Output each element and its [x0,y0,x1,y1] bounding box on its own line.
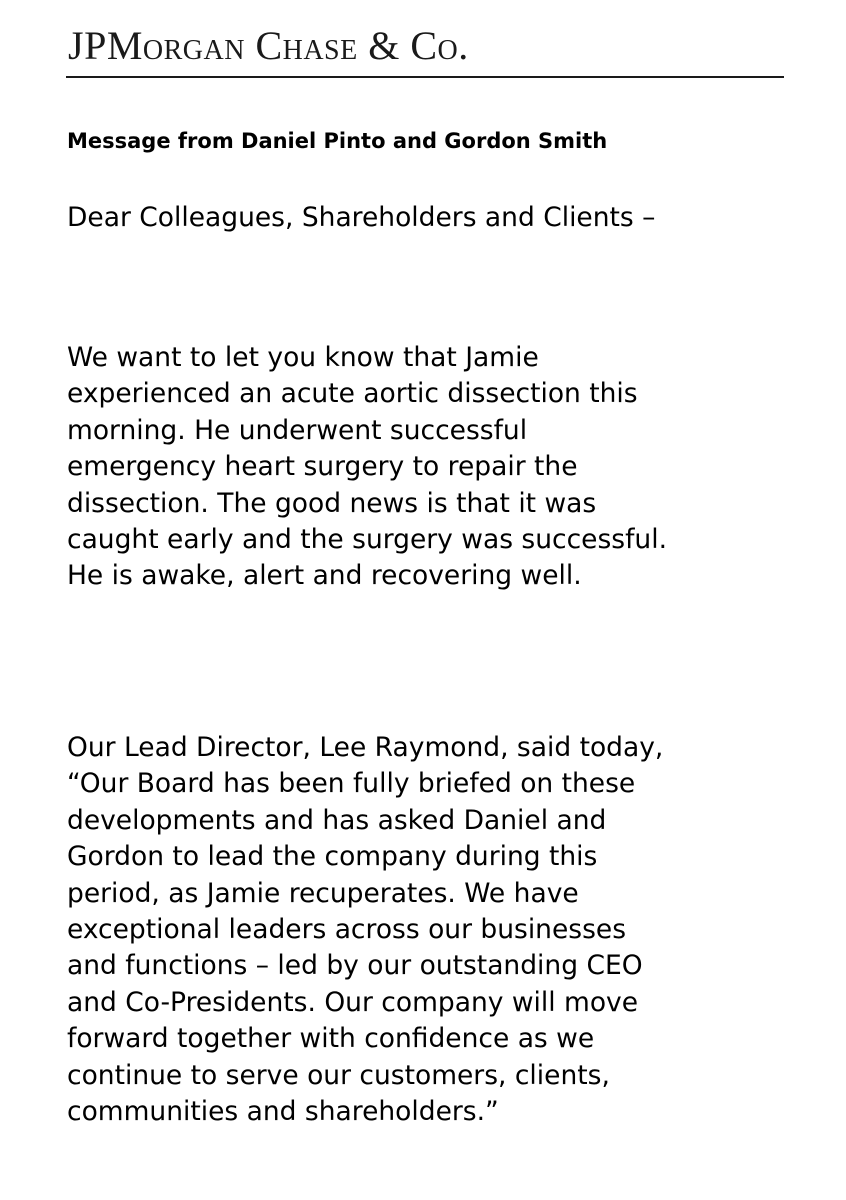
paragraph-line: He is awake, alert and recovering well. [67,560,582,592]
header-divider [66,76,784,78]
paragraph-line: morning. He underwent successful [67,414,528,446]
paragraph-line: dissection. The good news is that it was [67,487,597,519]
paragraph-line: experienced an acute aortic dissection this [67,378,638,410]
message-heading: Message from Daniel Pinto and Gordon Smith [67,129,608,153]
salutation: Dear Colleagues, Shareholders and Clients – [67,202,656,233]
paragraph-line: “Our Board has been fully briefed on these [67,768,636,800]
paragraph-board-statement [67,730,807,1130]
paragraph-line: communities and shareholders.” [67,1096,499,1128]
paragraph-health-update [67,340,807,595]
paragraph-line: Our Lead Director, Lee Raymond, said today, [67,732,664,763]
paragraph-line: caught early and the surgery was successful. [67,524,668,556]
paragraph-line: emergency heart surgery to repair the [67,451,578,483]
paragraph-line: and functions – led by our outstanding CEO [67,950,643,982]
paragraph-line: continue to serve our customers, clients, [67,1059,610,1091]
paragraph-line: forward together with confidence as we [67,1023,595,1055]
paragraph-line: We want to let you know that Jamie [67,342,539,373]
company-logo: JPMorgan Chase & Co. [68,23,469,68]
paragraph-line: Gordon to lead the company during this [67,841,598,873]
paragraph-line: period, as Jamie recuperates. We have [67,877,579,909]
paragraph-line: developments and has asked Daniel and [67,804,607,836]
paragraph-line: and Co-Presidents. Our company will move [67,986,639,1018]
paragraph-line: exceptional leaders across our businesses [67,914,626,946]
